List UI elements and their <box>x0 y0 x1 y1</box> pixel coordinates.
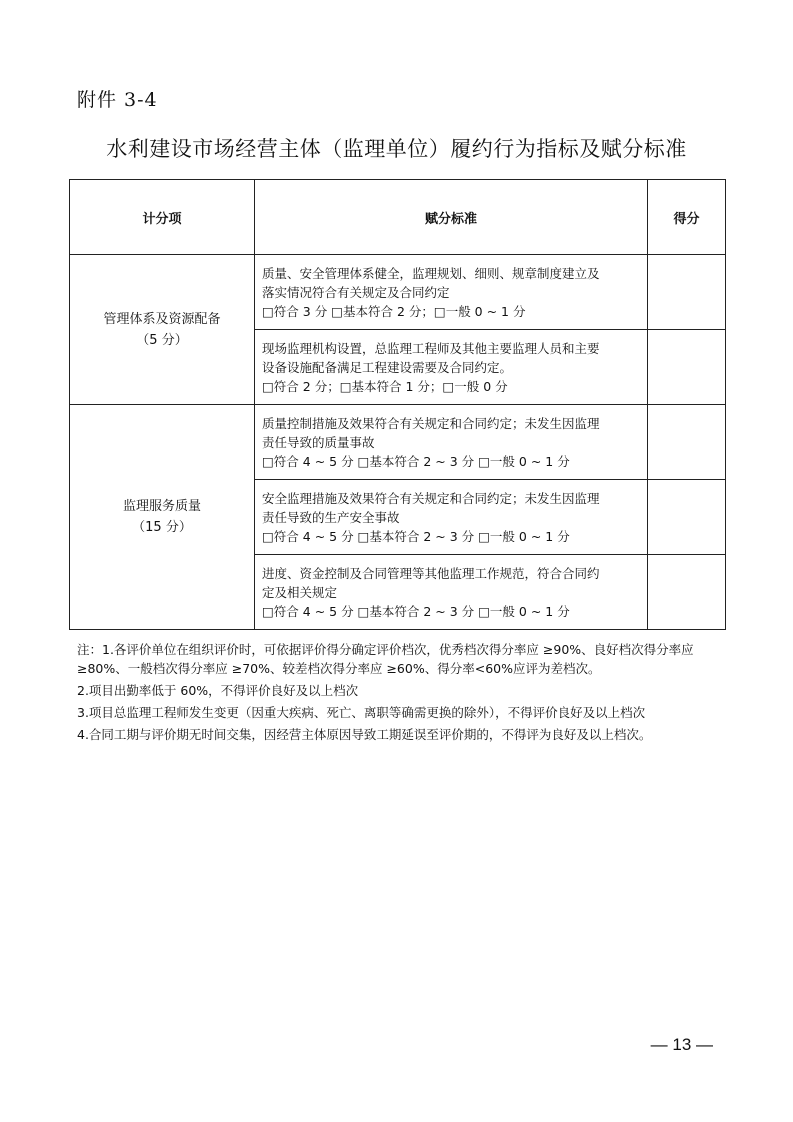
category-name: 管理体系及资源配备 <box>103 311 221 327</box>
attachment-label: 附件 3-4 <box>77 89 158 111</box>
criteria-line: 质量、安全管理体系健全，监理规划、细则、规章制度建立及 <box>262 265 600 281</box>
score-cell <box>648 255 726 330</box>
notes-section <box>77 640 727 747</box>
criteria-cell <box>255 255 648 330</box>
category-name: 监理服务质量 <box>122 499 201 514</box>
criteria-options: □符合 3 分 □基本符合 2 分；□一般 0 ~ 1 分 <box>262 303 526 319</box>
criteria-line: 现场监理机构设置，总监理工程师及其他主要监理人员和主要 <box>262 340 600 356</box>
category-points: （5 分） <box>136 332 188 348</box>
table-row <box>70 405 726 480</box>
criteria-line: 进度、资金控制及合同管理等其他监理工作规范，符合合同约 <box>262 565 600 581</box>
criteria-line: 质量控制措施及效果符合有关规定和合同约定；未发生因监理 <box>262 415 600 431</box>
category-points: （15 分） <box>132 520 192 535</box>
scoring-table <box>69 179 726 630</box>
note-item: 2.项目出勤率低于 60%，不得评价良好及以上档次 <box>77 683 359 698</box>
criteria-options: □符合 4 ~ 5 分 □基本符合 2 ~ 3 分 □一般 0 ~ 1 分 <box>262 528 570 544</box>
table-header-row <box>70 180 726 255</box>
score-cell <box>648 480 726 555</box>
header-score: 得分 <box>648 180 726 255</box>
category-cell <box>70 255 255 405</box>
criteria-line: 落实情况符合有关规定及合同约定 <box>262 284 450 300</box>
criteria-options: □符合 4 ~ 5 分 □基本符合 2 ~ 3 分 □一般 0 ~ 1 分 <box>262 453 570 469</box>
criteria-line: 责任导致的质量事故 <box>262 434 375 450</box>
note-item: 3.项目总监理工程师发生变更（因重大疾病、死亡、离职等确需更换的除外），不得评价良好及以上档次 <box>77 705 646 720</box>
score-cell <box>648 405 726 480</box>
criteria-cell <box>255 555 648 630</box>
criteria-line: 责任导致的生产安全事故 <box>262 509 400 525</box>
criteria-line: 设备设施配备满足工程建设需要及合同约定。 <box>262 359 513 375</box>
criteria-cell <box>255 330 648 405</box>
header-criteria: 赋分标准 <box>255 180 648 255</box>
document-title: 水利建设市场经营主体（监理单位）履约行为指标及赋分标准 <box>106 137 687 161</box>
criteria-cell <box>255 480 648 555</box>
header-category: 计分项 <box>70 180 255 255</box>
criteria-options: □符合 4 ~ 5 分 □基本符合 2 ~ 3 分 □一般 0 ~ 1 分 <box>262 603 570 619</box>
note-item: 注：1.各评价单位在组织评价时，可依据评价得分确定评价档次，优秀档次得分率应 ≥90%、良好档次得分率应 ≥80%、一般档次得分率应 ≥70%、较差档次得分率应 ≥60%、得分率<60%应评为差档次。 <box>77 642 694 676</box>
criteria-options: □符合 2 分；□基本符合 1 分；□一般 0 分 <box>262 378 508 394</box>
criteria-line: 安全监理措施及效果符合有关规定和合同约定；未发生因监理 <box>262 490 600 506</box>
criteria-line: 定及相关规定 <box>262 584 338 600</box>
note-item: 4.合同工期与评价期无时间交集，因经营主体原因导致工期延误至评价期的，不得评为良好及以上档次。 <box>77 727 652 742</box>
score-cell <box>648 330 726 405</box>
criteria-cell <box>255 405 648 480</box>
category-cell <box>70 405 255 630</box>
score-cell <box>648 555 726 630</box>
table-row <box>70 255 726 330</box>
page-number: — 13 — <box>650 1035 713 1054</box>
